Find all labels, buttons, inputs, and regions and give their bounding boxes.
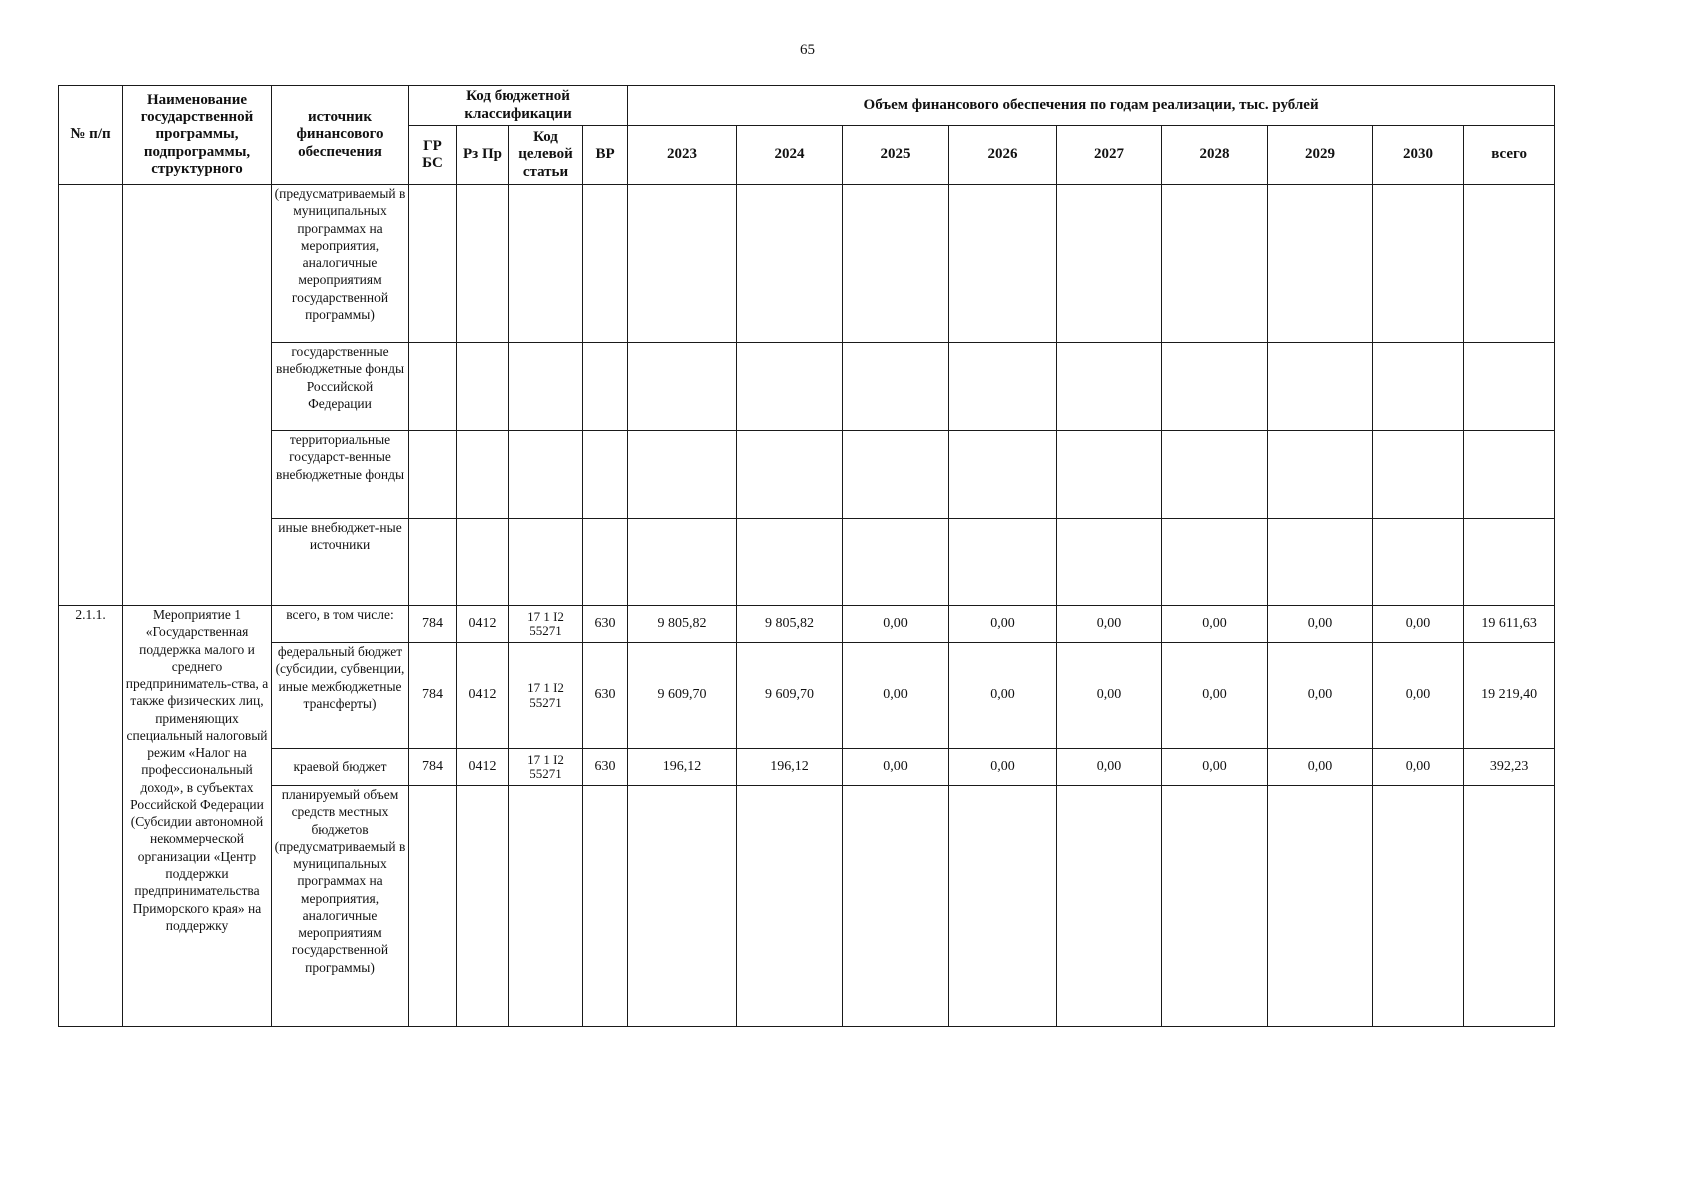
header-year: 2029: [1268, 126, 1373, 185]
value-cell: 196,12: [628, 749, 737, 786]
header-year: 2025: [843, 126, 949, 185]
source-cell: территориальные государст-венные внебюджетные фонды: [272, 431, 409, 519]
source-cell: федеральный бюджет (субсидии, субвенции, иные межбюджетные трансферты): [272, 643, 409, 749]
table-row: [59, 749, 1555, 786]
table-row: [59, 786, 1555, 1027]
grbs-cell: 784: [409, 606, 457, 643]
rzpr-cell: 0412: [457, 643, 509, 749]
empty-no-cell: [59, 185, 123, 606]
header-target: Код целевой статьи: [509, 126, 583, 185]
activity-name: Мероприятие 1 «Государственная поддержка малого и среднего предприниматель-ства, а также физических лиц, применяющих специальный налоговый режим «Налог на профессиональный доход», в субъектах Российской Федерации (Субсидии автономной некоммерческой организации «Центр поддержки предпринимательства Приморского края» на поддержку: [123, 606, 272, 1027]
header-source: источник финансового обеспечения: [272, 86, 409, 185]
total-cell: 19 611,63: [1464, 606, 1555, 643]
grbs-cell: 784: [409, 749, 457, 786]
value-cell: 0,00: [1373, 643, 1464, 749]
value-cell: 0,00: [1268, 643, 1373, 749]
header-name: Наименование государственной программы, подпрограммы, структурного: [123, 86, 272, 185]
activity-number: 2.1.1.: [59, 606, 123, 1027]
target-cell: 17 1 I2 55271: [509, 643, 583, 749]
value-cell: 0,00: [1373, 606, 1464, 643]
value-cell: 9 805,82: [628, 606, 737, 643]
source-cell: государственные внебюджетные фонды Российской Федерации: [272, 343, 409, 431]
grbs-cell: 784: [409, 643, 457, 749]
value-cell: 0,00: [843, 643, 949, 749]
table-row: [59, 343, 1555, 431]
table-row: [59, 519, 1555, 606]
table-row: [59, 643, 1555, 749]
vr-cell: 630: [583, 643, 628, 749]
value-cell: 196,12: [737, 749, 843, 786]
header-grbs: ГР БС: [409, 126, 457, 185]
value-cell: 0,00: [843, 606, 949, 643]
header-budget-code: Код бюджетной классификации: [409, 86, 628, 126]
vr-cell: 630: [583, 606, 628, 643]
header-vr: ВР: [583, 126, 628, 185]
value-cell: 0,00: [1057, 749, 1162, 786]
header-year: 2030: [1373, 126, 1464, 185]
value-cell: 0,00: [949, 749, 1057, 786]
value-cell: 9 805,82: [737, 606, 843, 643]
value-cell: 0,00: [1268, 749, 1373, 786]
header-volume: Объем финансового обеспечения по годам реализации, тыс. рублей: [628, 86, 1555, 126]
value-cell: 0,00: [843, 749, 949, 786]
table-row: [59, 606, 1555, 643]
source-cell: краевой бюджет: [272, 749, 409, 786]
table-row: [59, 431, 1555, 519]
value-cell: 9 609,70: [737, 643, 843, 749]
source-cell: (предусматриваемый в муниципальных программах на мероприятия, аналогичные мероприятиям государственной программы): [272, 185, 409, 343]
header-rzpr: Рз Пр: [457, 126, 509, 185]
financing-table: [58, 85, 1555, 1027]
value-cell: 0,00: [1373, 749, 1464, 786]
header-year: 2026: [949, 126, 1057, 185]
header-year: 2024: [737, 126, 843, 185]
header-year: 2028: [1162, 126, 1268, 185]
header-no: № п/п: [59, 86, 123, 185]
rzpr-cell: 0412: [457, 606, 509, 643]
header-total: всего: [1464, 126, 1555, 185]
value-cell: 0,00: [1162, 606, 1268, 643]
header-year: 2027: [1057, 126, 1162, 185]
target-cell: 17 1 I2 55271: [509, 606, 583, 643]
value-cell: 0,00: [1162, 643, 1268, 749]
value-cell: 0,00: [1057, 606, 1162, 643]
rzpr-cell: 0412: [457, 749, 509, 786]
total-cell: 392,23: [1464, 749, 1555, 786]
value-cell: 0,00: [1162, 749, 1268, 786]
header-year: 2023: [628, 126, 737, 185]
source-cell: всего, в том числе:: [272, 606, 409, 643]
source-cell: иные внебюджет-ные источники: [272, 519, 409, 606]
value-cell: 0,00: [1057, 643, 1162, 749]
total-cell: 19 219,40: [1464, 643, 1555, 749]
empty-name-cell: [123, 185, 272, 606]
page-number: 65: [800, 42, 815, 58]
target-cell: 17 1 I2 55271: [509, 749, 583, 786]
value-cell: 0,00: [949, 606, 1057, 643]
table-row: [59, 185, 1555, 343]
value-cell: 0,00: [1268, 606, 1373, 643]
source-cell: планируемый объем средств местных бюджетов (предусматриваемый в муниципальных программах на мероприятия, аналогичные мероприятиям государственной программы): [272, 786, 409, 1027]
vr-cell: 630: [583, 749, 628, 786]
value-cell: 0,00: [949, 643, 1057, 749]
value-cell: 9 609,70: [628, 643, 737, 749]
